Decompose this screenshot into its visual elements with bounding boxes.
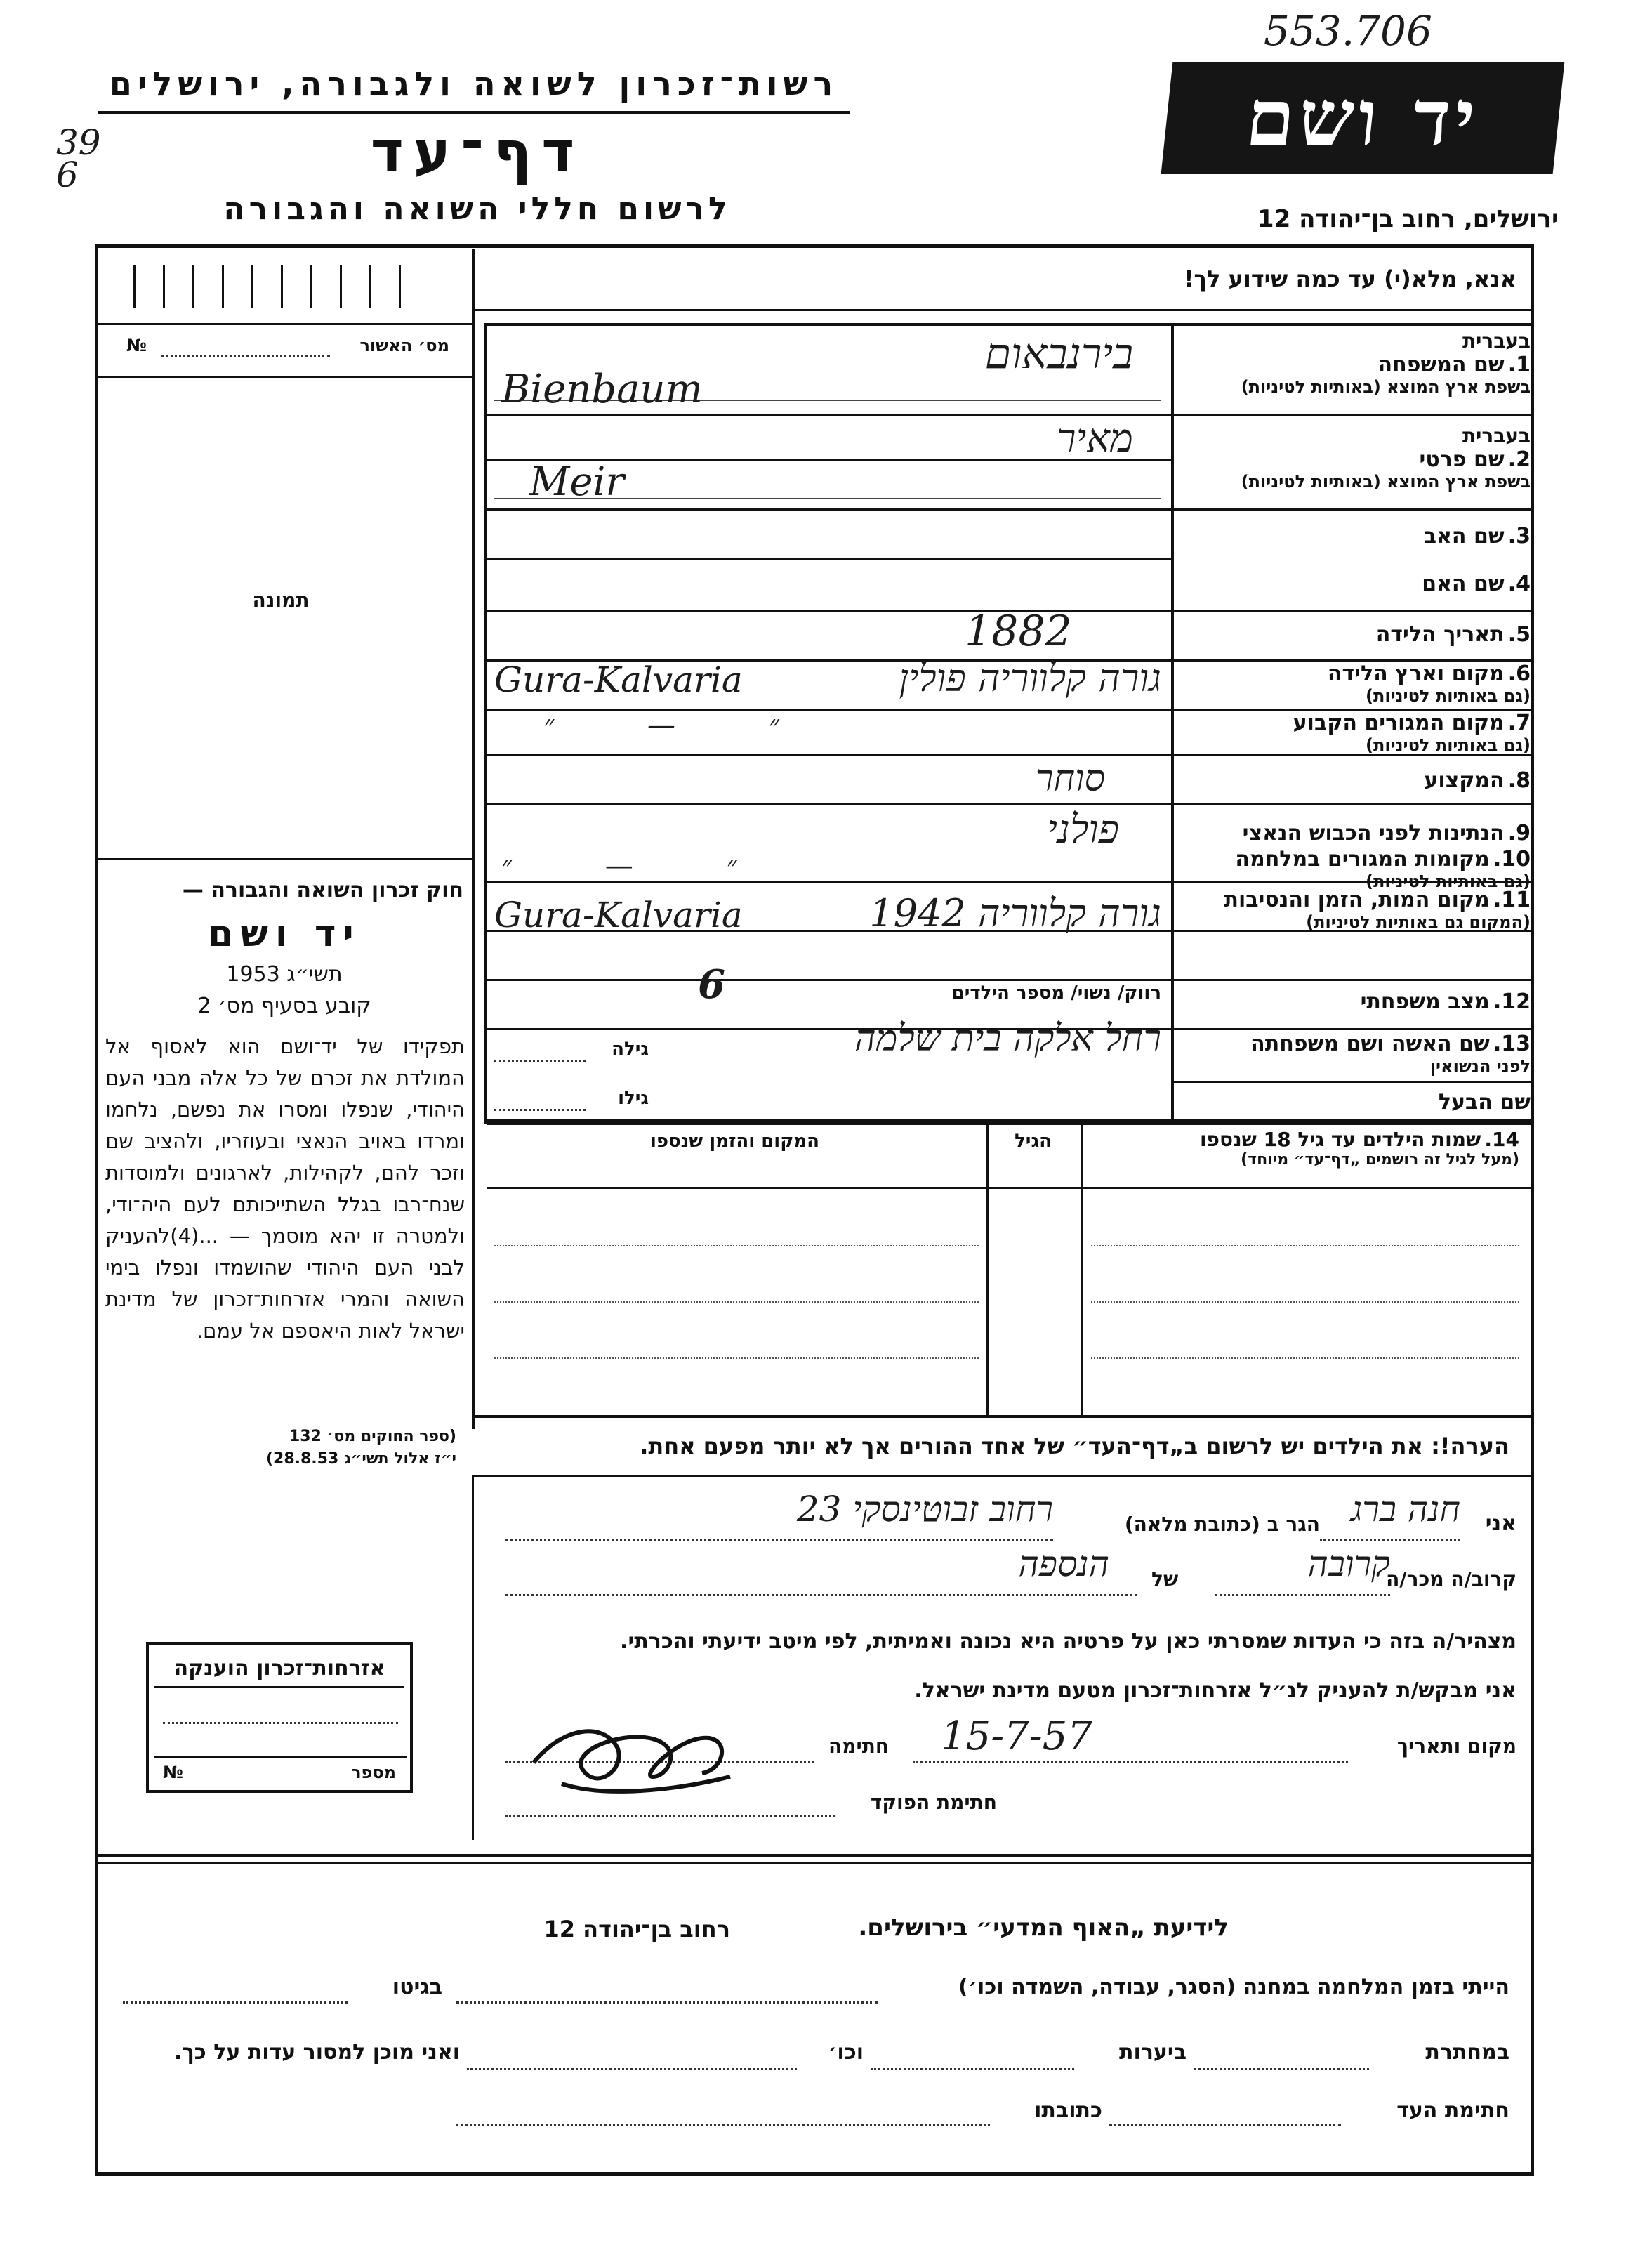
- surname-hebrew: בירנבאום: [984, 329, 1133, 379]
- bottom-address: רחוב בן־יהודה 12: [543, 1916, 730, 1942]
- of-value: הנספה: [1018, 1544, 1109, 1584]
- official-signature-label: חתימת הפוקד: [870, 1791, 997, 1814]
- citizenship-box: [146, 1642, 413, 1793]
- declarant-address: רחוב זבוטינסקי 23: [796, 1489, 1053, 1529]
- citizenship: פולני: [1047, 807, 1119, 853]
- bottom-line2-etc: וכו׳: [828, 2040, 864, 2065]
- death-place: גורה קלווריה 1942: [869, 891, 1161, 935]
- field-7-label: 7. מקום המגורים הקבוע (גם באותיות לטיניות): [1293, 711, 1531, 755]
- declaration-date: 15-7-57: [941, 1713, 1092, 1759]
- relation-value: קרובה: [1307, 1544, 1390, 1584]
- wartime-residence: ״ — ״: [501, 850, 779, 882]
- firstname-latin: Meir: [529, 459, 625, 505]
- bottom-line1-ghetto: בגיטו: [392, 1975, 442, 1999]
- field-2-label: בעברית 2. שם פרטי בשפת ארץ המוצא (באותיות לטיניות): [1241, 424, 1531, 492]
- profession: סוחר: [1035, 758, 1105, 800]
- personal-fields: [487, 326, 1531, 1126]
- marital-status-options: רווק/ נשוי/ מספר הילדים: [951, 982, 1161, 1004]
- bottom-line3-address: כתובתו: [1034, 2098, 1102, 2123]
- field-8-label: 8. המקצוע: [1424, 768, 1531, 793]
- declarant-label: אני: [1485, 1511, 1516, 1536]
- citizenship-title: אזרחות־זכרון הוענקה: [154, 1656, 404, 1688]
- form-title: דף־עד: [370, 119, 585, 185]
- field-3-label: 3. שם האב: [1423, 524, 1531, 548]
- children-place-header: המקום והזמן שנספו: [649, 1131, 820, 1152]
- field-10-label: 10. מקומות המגורים במלחמה (גם באותיות לטיניות): [1235, 847, 1531, 891]
- birth-date: 1882: [965, 607, 1072, 656]
- children-count: 6: [698, 961, 725, 1008]
- signature-label: חתימה: [828, 1735, 890, 1758]
- bottom-line2-underground: במחתרת: [1425, 2040, 1509, 2065]
- declaration-request: אני מבקש/ת להעניק לנ״ל אזרחות־זכרון מטעם מדינת ישראל.: [914, 1678, 1516, 1703]
- field-6-label: 6. מקום וארץ הלידה (גם באותיות לטיניות): [1327, 662, 1531, 706]
- husband-name-label: שם הבעל: [1438, 1090, 1531, 1114]
- birthplace-latin: Gura-Kalvaria: [494, 659, 743, 700]
- yad-vashem-logo: [1161, 62, 1565, 174]
- remark: הערה!: את הילדים יש לרשום ב„דף־העד״ של אחד ההורים אך לא יותר מפעם אחת.: [640, 1433, 1509, 1459]
- photo-label: תמונה: [252, 588, 310, 612]
- citizenship-number-label: מספר: [351, 1763, 396, 1782]
- authority-title: רשות־זכרון לשואה ולגבורה, ירושלים: [109, 65, 839, 103]
- approval-number: №: [126, 336, 147, 355]
- bottom-line3-witness-signature: חתימת העד: [1396, 2098, 1509, 2123]
- of-label: של: [1151, 1567, 1179, 1591]
- id-boxes: [133, 265, 428, 308]
- field-4-label: 4. שם האם: [1422, 572, 1531, 596]
- birthplace-hebrew: גורה קלווריה פולין: [899, 656, 1161, 700]
- law-text: תפקידו של יד־ושם הוא לאסוף אל המולדת את זכרם של כל אלה מבני העם היהודי, שנפלו ומסרו את נפשם, נלחמו ומרדו באויב הנאצי ובעוזריו, ולהציב שם וזכר להם, לקהילות, לארגונים ולמוסדות שנח־רבו בגלל השתייכותם לעם היה־ודי, ולמטרה זו יהא מוסמך — ...(4)להעניק לבני העם היהודי שהושמדו ונפלו בימי השואה והמרי אזרחות־זכרון של מדינת ישראל לאות היאספם אל עמם.: [105, 1034, 465, 1343]
- field-12-label: 12. מצב משפחתי: [1360, 989, 1531, 1014]
- form-subtitle: לרשום חללי השואה והגבורה: [223, 191, 732, 227]
- header-rule: [98, 111, 850, 114]
- children-header: 14. שמות הילדים עד גיל 18 שנספו (מעל לגיל זה רושמים „דף־עד״ מיוחד): [1199, 1128, 1519, 1169]
- bottom-line2-testimony: ואני מוכן למסור עדות על כך.: [174, 2040, 460, 2065]
- bottom-title: לידיעת „האוף המדעי״ בירושלים.: [858, 1914, 1229, 1942]
- field-1-label: בעברית 1. שם המשפחה בשפת ארץ המוצא (באותיות לטיניות): [1241, 329, 1531, 397]
- firstname-hebrew: מאיר: [1057, 416, 1133, 461]
- declarant-name: חנה ברג: [1350, 1489, 1460, 1529]
- law-title: חוק זכרון השואה והגבורה —: [182, 878, 463, 902]
- declaration: [491, 1489, 1524, 1840]
- declaration-statement: מצהיר/ה בזה כי העדות שמסרתי כאן על פרטיה היא נכונה ואמיתית, לפי מיטב ידיעתי והכרתי.: [620, 1629, 1516, 1654]
- relation-label: קרוב/ה מכר/ה: [1386, 1567, 1516, 1591]
- bottom-line1-camp: הייתי בזמן המלחמה במחנה (הסגר, עבודה, השמדה וכו׳): [958, 1975, 1509, 1999]
- law-reference: (ספר החוקים מס׳ 132 י״ז אלול תשי״ג 28.8.53): [265, 1428, 456, 1468]
- handwritten-signature: [520, 1699, 772, 1805]
- children-table: [487, 1122, 1531, 1417]
- bottom-line2-forests: ביערות: [1119, 2040, 1187, 2065]
- law-name: יד ושם: [208, 913, 361, 955]
- place-date-label: מקום ותאריך: [1396, 1735, 1516, 1758]
- approval-label: מס׳ האשור: [359, 336, 449, 355]
- death-place-latin: Gura-Kalvaria: [494, 895, 743, 935]
- wife-age-label: גילה: [612, 1039, 649, 1060]
- husband-age-label: גילו: [618, 1088, 649, 1109]
- field-5-label: 5. תאריך הלידה: [1375, 622, 1531, 647]
- wife-name: רחל אלקה בית שלמה: [854, 1018, 1161, 1060]
- logo-text: יד ושם: [1241, 72, 1484, 163]
- field-13-label: 13. שם האשה ושם משפחתה לפני הנשואין: [1250, 1032, 1531, 1076]
- permanent-residence: ״ — ״: [543, 709, 821, 742]
- header-address: ירושלים, רחוב בן־יהודה 12: [1257, 205, 1559, 233]
- address-label: הגר ב (כתובת מלאה): [1124, 1513, 1320, 1536]
- law-section: קובע בסעיף מס׳ 2: [197, 994, 371, 1018]
- law-year: תשי״ג 1953: [226, 962, 343, 987]
- archive-number: 553.706: [1264, 7, 1432, 55]
- instruction: אנא, מלא(י) עד כמה שידוע לך!: [1183, 265, 1516, 292]
- field-11-label: 11. מקום המות, הזמן והנסיבות (המקום גם באותיות לטיניות): [1224, 888, 1531, 932]
- side-number: 39 6: [56, 122, 101, 195]
- surname-latin: Bienbaum: [501, 367, 703, 412]
- citizenship-number: №: [163, 1763, 183, 1782]
- children-age-header: הגיל: [1015, 1131, 1052, 1152]
- field-9-label: 9. הנתינות לפני הכבוש הנאצי: [1242, 821, 1531, 846]
